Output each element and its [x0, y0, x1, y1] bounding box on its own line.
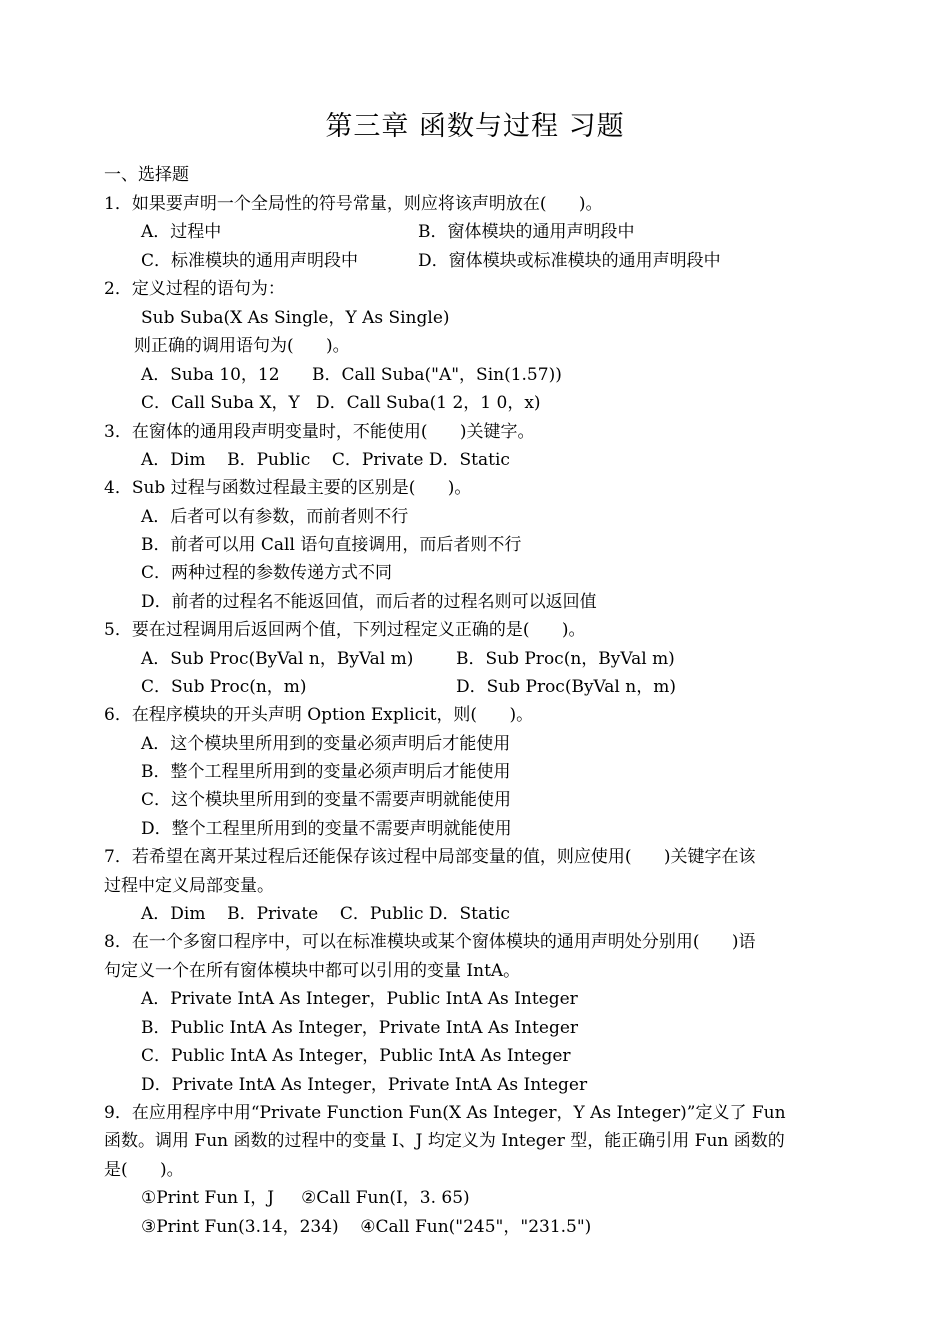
question-3-options: A．Dim B．Public C．Private D．Static — [141, 450, 510, 470]
question-2-code: Sub Suba(X As Single，Y As Single) — [141, 308, 450, 328]
question-6-option-a: A．这个模块里所用到的变量必须声明后才能使用 — [141, 734, 511, 754]
question-8-stem-2: 句定义一个在所有窗体模块中都可以引用的变量 IntA。 — [104, 961, 521, 981]
question-4-option-a: A．后者可以有参数，而前者则不行 — [141, 507, 409, 527]
question-9-stem-1: 9．在应用程序中用“Private Function Fun(X As Integer，Y As Integer)”定义了 Fun — [104, 1103, 786, 1123]
question-9-options-12: ①Print Fun I，J ②Call Fun(I，3. 65) — [141, 1188, 470, 1208]
section-heading: 一、选择题 — [104, 165, 189, 185]
question-5-option-d: D．Sub Proc(ByVal n，m) — [456, 677, 676, 697]
question-1-option-a: A．过程中 — [141, 222, 222, 242]
question-1-option-b: B．窗体模块的通用声明段中 — [418, 222, 635, 242]
question-7-stem-1: 7．若希望在离开某过程后还能保存该过程中局部变量的值，则应使用( )关键字在该 — [104, 847, 756, 867]
question-6-option-c: C．这个模块里所用到的变量不需要声明就能使用 — [141, 790, 512, 810]
question-8-stem-1: 8．在一个多窗口程序中，可以在标准模块或某个窗体模块的通用声明处分别用( )语 — [104, 932, 756, 952]
question-5-option-c: C．Sub Proc(n，m) — [141, 677, 307, 697]
page-title: 第三章 函数与过程 习题 — [325, 111, 625, 142]
question-1-stem: 1．如果要声明一个全局性的符号常量，则应将该声明放在( )。 — [104, 194, 603, 214]
question-4-option-c: C．两种过程的参数传递方式不同 — [141, 563, 393, 583]
question-9-stem-2: 函数。调用 Fun 函数的过程中的变量 I、J 均定义为 Integer 型，能正确引用 Fun 函数的 — [104, 1131, 785, 1151]
question-1-option-c: C．标准模块的通用声明段中 — [141, 251, 359, 271]
question-8-option-c: C．Public IntA As Integer，Public IntA As Integer — [141, 1046, 571, 1066]
question-5-option-b: B．Sub Proc(n，ByVal m) — [456, 649, 675, 669]
question-4-stem: 4．Sub 过程与函数过程最主要的区别是( )。 — [104, 478, 472, 498]
question-4-option-d: D．前者的过程名不能返回值，而后者的过程名则可以返回值 — [141, 592, 597, 612]
question-4-option-b: B．前者可以用 Call 语句直接调用，而后者则不行 — [141, 535, 522, 555]
question-7-stem-2: 过程中定义局部变量。 — [104, 876, 274, 896]
question-8-option-a: A．Private IntA As Integer，Public IntA As Integer — [141, 989, 578, 1009]
question-2-stem-2: 则正确的调用语句为( )。 — [134, 336, 350, 356]
question-1-option-d: D．窗体模块或标准模块的通用声明段中 — [418, 251, 721, 271]
question-6-stem: 6．在程序模块的开头声明 Option Explicit，则( )。 — [104, 705, 534, 725]
question-9-options-34: ③Print Fun(3.14，234) ④Call Fun("245"，"231.5") — [141, 1217, 592, 1237]
question-5-stem: 5．要在过程调用后返回两个值，下列过程定义正确的是( )。 — [104, 620, 586, 640]
question-9-stem-3: 是( )。 — [104, 1160, 184, 1180]
question-7-options: A．Dim B．Private C．Public D．Static — [141, 904, 510, 924]
question-2-options-cd: C．Call Suba X，Y D．Call Suba(1 2，1 0，x) — [141, 393, 541, 413]
question-2-stem: 2．定义过程的语句为： — [104, 279, 285, 299]
question-6-option-d: D．整个工程里所用到的变量不需要声明就能使用 — [141, 819, 512, 839]
question-8-option-d: D．Private IntA As Integer，Private IntA As Integer — [141, 1075, 588, 1095]
question-2-options-ab: A．Suba 10，12 B．Call Suba("A"，Sin(1.57)) — [141, 365, 562, 385]
question-3-stem: 3．在窗体的通用段声明变量时，不能使用( )关键字。 — [104, 422, 535, 442]
question-5-option-a: A．Sub Proc(ByVal n，ByVal m) — [141, 649, 414, 669]
question-6-option-b: B．整个工程里所用到的变量必须声明后才能使用 — [141, 762, 511, 782]
question-8-option-b: B．Public IntA As Integer，Private IntA As Integer — [141, 1018, 579, 1038]
